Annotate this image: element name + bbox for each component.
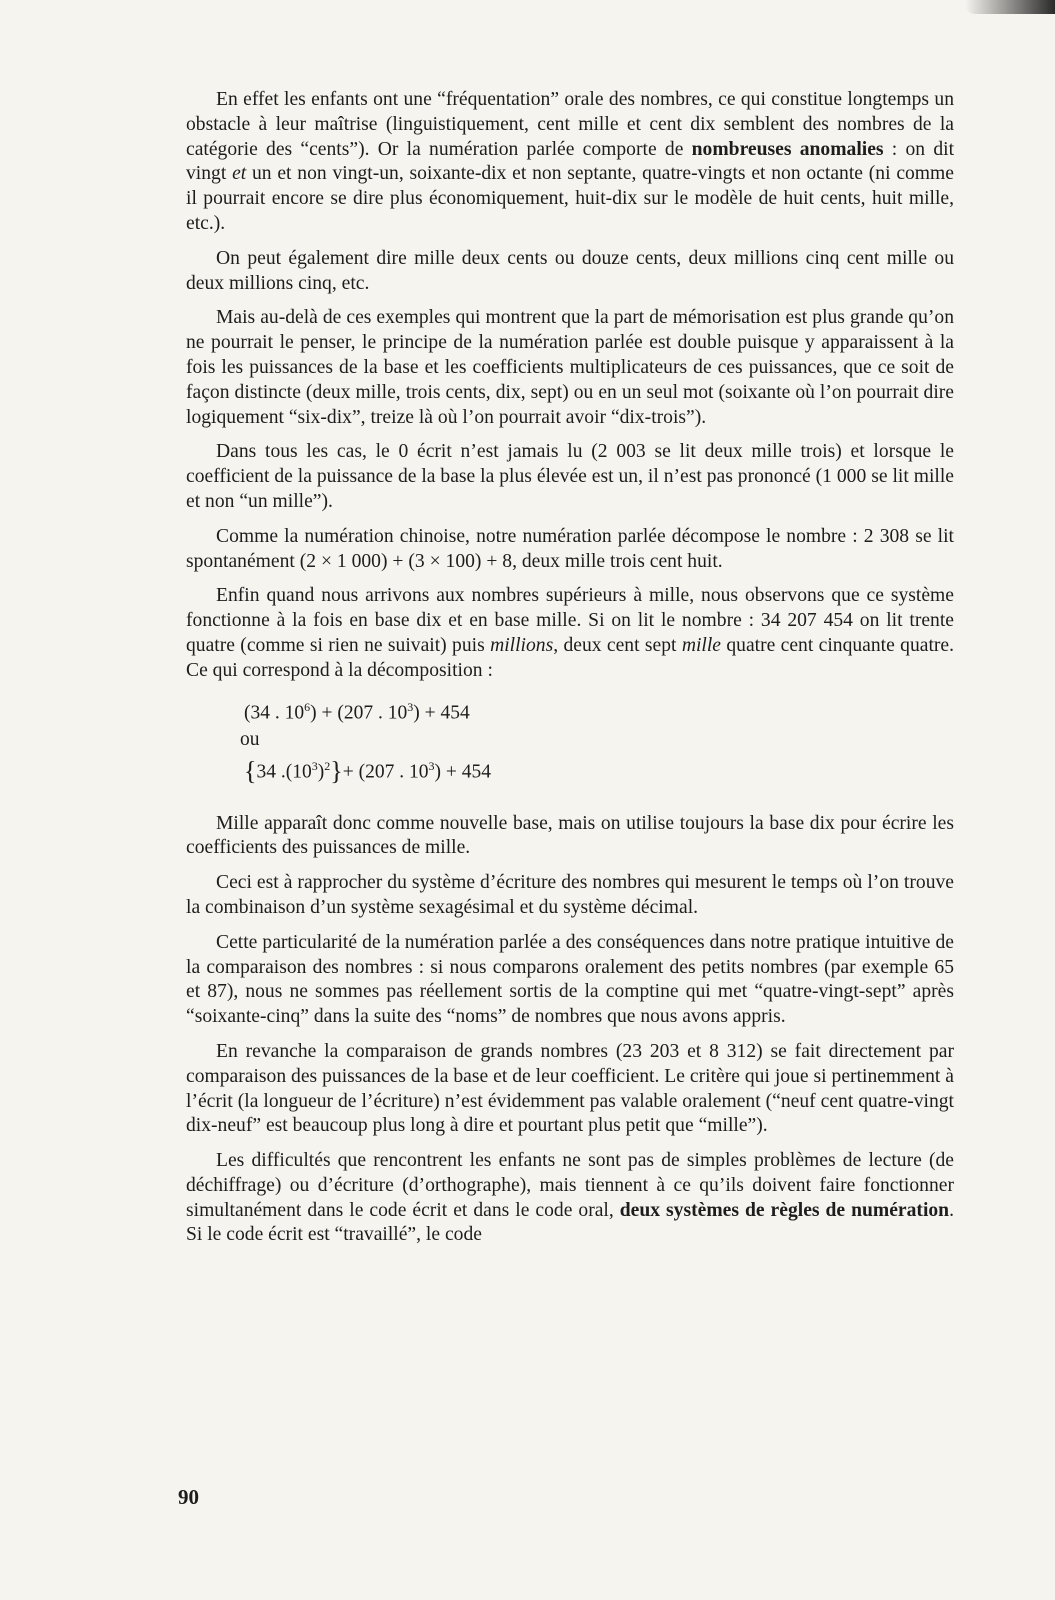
paragraph-7: Mille apparaît donc comme nouvelle base, mais on utilise toujours la base dix pour écrire les coefficients des puissances de mille. xyxy=(186,812,954,859)
bold-term: nombreuses anomalies xyxy=(691,138,884,160)
paragraph-1: En effet les enfants ont une “fréquentation” orale des nombres, ce qui constitue longtemps un obstacle à leur maîtrise (linguistiquement, cent mille et cent dix semblent des nombres de la catégorie des “cents”). Or la numération parlée comporte de nombreuses anomalies : on dit vingt et un et non vingt-un, soixante-dix et non septante, quatre-vingts et non octante (ni comme il pourrait encore se dire plus économiquement, huit-dix sur le modèle de huit cents, huit mille, etc.). xyxy=(186,89,955,234)
paragraph-4: Dans tous les cas, le 0 écrit n’est jamais lu (2 003 se lit deux mille trois) et lorsque le coefficient de la puissance de la base la plus élevée est un, il n’est pas prononcé (1 000 se lit mille et non “un mille”). xyxy=(186,441,954,512)
italic-term: et xyxy=(232,163,247,185)
paragraph-3: Mais au-delà de ces exemples qui montrent que la part de mémorisation est plus grande qu’on ne pourrait le penser, le principe de la numération parlée est double puisque y apparaissent à la fois les puissances de la base et les coefficients multiplicateurs de ces puissances, que ce soit de façon distincte (deux mille, trois cents, dix, sept) ou en un seul mot (soixante où l’on pourrait dire logiquement “six-dix”, treize là où l’on pourrait avoir “dix-trois”). xyxy=(186,307,954,428)
decomposition-formula xyxy=(240,694,954,786)
scan-corner-mark xyxy=(965,0,1055,14)
paragraph-10: En revanche la comparaison de grands nombres (23 203 et 8 312) se fait directement par comparaison des puissances de la base et de leur coefficient. Le critère qui joue si pertinemment à l’écrit (la longueur de l’écriture) n’est évidemment pas valable oralement (“neuf cent quatre-vingt dix-neuf” est beaucoup plus long à dire et pourtant plus petit que “mille”). xyxy=(186,1040,954,1137)
paragraph-8: Ceci est à rapprocher du système d’écriture des nombres qui mesurent le temps où l’on trouve la combinaison d’un système sexagésimal et du système décimal. xyxy=(186,872,954,918)
formula-or: ou xyxy=(240,729,260,751)
page-number: 90 xyxy=(178,1485,199,1509)
page-body xyxy=(186,88,954,1258)
bold-term: deux systèmes de règles de numération xyxy=(619,1199,950,1221)
paragraph-5: Comme la numération chinoise, notre numération parlée décompose le nombre : 2 308 se lit spontanément (2 × 1 000) + (3 × 100) + 8, deux mille trois cent huit. xyxy=(186,525,954,572)
formula-line-1: (34 . $10^6) + (207$ . $10^3) + 454$ xyxy=(244,699,470,724)
italic-term: millions xyxy=(490,634,554,656)
paragraph-11: Les difficultés que rencontrent les enfants ne sont pas de simples problèmes de lecture (de déchiffrage) ou d’écriture (d’orthographe), mais tiennent à ce qu’ils doivent faire fonctionner simultanément dans le code écrit et dans le code oral, deux systèmes de règles de numération. Si le code écrit est “travaillé”, le code xyxy=(186,1150,954,1246)
italic-term: mille xyxy=(681,634,721,656)
paragraph-6: Enfin quand nous arrivons aux nombres supérieurs à mille, nous observons que ce système fonctionne à la fois en base dix et en base mille. Si on lit le nombre : 34 207 454 on lit trente quatre (comme si rien ne suivait) puis millions, deux cent sept mille quatre cent cinquante quatre. Ce qui correspond à la décomposition : xyxy=(186,585,955,681)
formula-line-2: {34 $.(10^3)^2\}+ (207$ . $10^3) + 454$ xyxy=(244,756,491,786)
paragraph-9: Cette particularité de la numération parlée a des conséquences dans notre pratique intuitive de la comparaison des nombres : si nous comparons oralement des petits nombres (par exemple 65 et 87), nous ne sommes pas réellement sortis de la comptine qui met “quatre-vingt-sept” après “soixante-cinq” dans la suite des “noms” de nombres que nous avons appris. xyxy=(186,931,954,1028)
paragraph-2: On peut également dire mille deux cents ou douze cents, deux millions cinq cent mille ou deux millions cinq, etc. xyxy=(186,247,954,294)
